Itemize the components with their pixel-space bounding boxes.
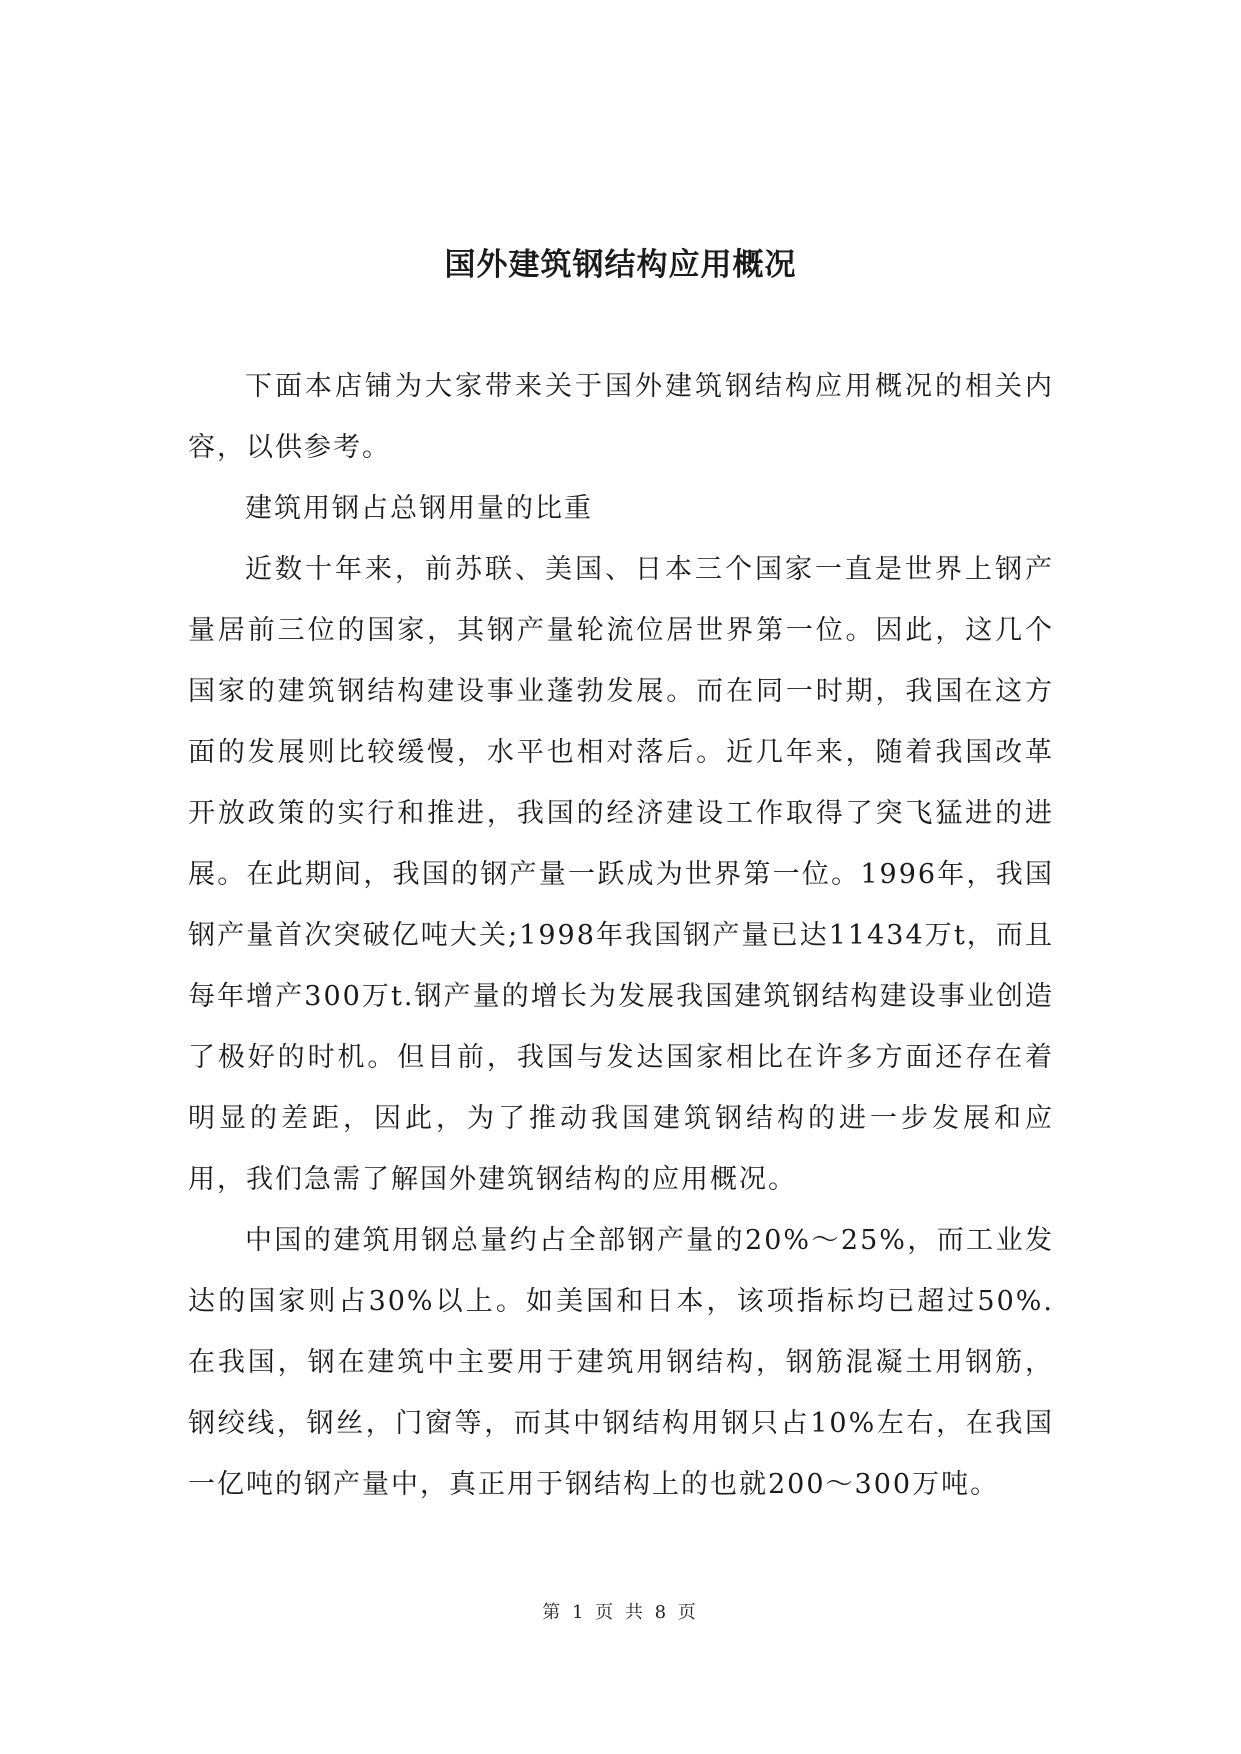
intro-paragraph: 下面本店铺为大家带来关于国外建筑钢结构应用概况的相关内容，以供参考。 xyxy=(188,371,1054,463)
document-title: 国外建筑钢结构应用概况 xyxy=(444,246,797,283)
body-paragraph: 近数十年来，前苏联、美国、日本三个国家一直是世界上钢产量居前三位的国家，其钢产量轮流位居世界第一位。因此，这几个国家的建筑钢结构建设事业蓬勃发展。而在同一时期，我国在这方面的发展则比较缓慢，水平也相对落后。近几年来，随着我国改革开放政策的实行和推进，我国的经济建设工作取得了突飞猛进的进展。在此期间，我国的钢产量一跃成为世界第一位。1996年，我国钢产量首次突破亿吨大关;1998年我国钢产量已达11434万t，而且每年增产300万t.钢产量的增长为发展我国建筑钢结构建设事业创造了极好的时机。但目前，我国与发达国家相比在许多方面还存在着明显的差距，因此，为了推动我国建筑钢结构的进一步发展和应用，我们急需了解国外建筑钢结构的应用概况。 xyxy=(188,554,1054,1195)
document-body xyxy=(188,356,1054,1515)
section-heading: 建筑用钢占总钢用量的比重 xyxy=(245,493,593,524)
page-number: 第 1 页 共 8 页 xyxy=(542,1602,699,1623)
body-paragraph: 中国的建筑用钢总量约占全部钢产量的20%～25%，而工业发达的国家则占30%以上。如美国和日本，该项指标均已超过50%.在我国，钢在建筑中主要用于建筑用钢结构，钢筋混凝土用钢筋，钢绞线，钢丝，门窗等，而其中钢结构用钢只占10%左右，在我国一亿吨的钢产量中，真正用于钢结构上的也就200～300万吨。 xyxy=(188,1225,1054,1500)
